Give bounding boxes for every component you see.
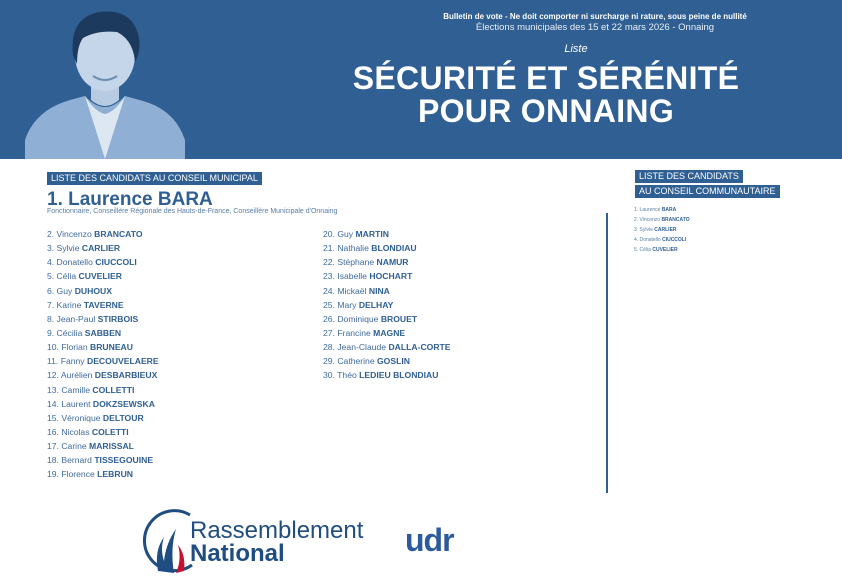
candidate-first-name: 7. Karine bbox=[47, 299, 82, 310]
candidate-row bbox=[47, 312, 159, 326]
candidate-last-name: TISSEGOUINE bbox=[94, 455, 154, 466]
candidate-row bbox=[323, 326, 451, 340]
candidate-row bbox=[47, 255, 159, 269]
ballot-notice: Bulletin de vote - Ne doit comporter ni surcharge ni rature, sous peine de nullité bbox=[443, 12, 747, 21]
communautaire-tag-line-2: AU CONSEIL COMMUNAUTAIRE bbox=[635, 185, 780, 198]
candidates-column-1 bbox=[47, 227, 159, 482]
candidate-row bbox=[323, 255, 451, 269]
candidate-first-name: 12. Aurélien bbox=[47, 370, 93, 381]
candidate-first-name: 30. Théo bbox=[323, 370, 357, 381]
header-banner bbox=[0, 0, 842, 159]
candidate-row bbox=[47, 241, 159, 255]
candidate-last-name: MARISSAL bbox=[89, 441, 134, 452]
candidate-last-name: LEBRUN bbox=[97, 469, 133, 480]
candidate-first-name: 6. Guy bbox=[47, 285, 73, 296]
candidate-row bbox=[47, 383, 159, 397]
candidate-row bbox=[323, 368, 451, 382]
candidate-row bbox=[634, 235, 690, 245]
candidate-first-name: 5. Célia bbox=[47, 271, 77, 282]
candidate-last-name: BARA bbox=[661, 207, 677, 213]
candidate-first-name: 2. Vincenzo bbox=[634, 217, 661, 223]
candidate-first-name: 14. Laurent bbox=[47, 398, 91, 409]
udr-logo: udr bbox=[405, 522, 454, 558]
candidate-last-name: BROUET bbox=[380, 313, 418, 324]
candidate-row bbox=[323, 312, 451, 326]
candidate-last-name: HOCHART bbox=[369, 271, 413, 282]
candidate-row bbox=[47, 227, 159, 241]
candidate-last-name: CARLIER bbox=[654, 227, 677, 233]
candidate-last-name: CARLIER bbox=[81, 243, 121, 254]
candidate-row bbox=[47, 411, 159, 425]
candidate-row bbox=[47, 340, 159, 354]
candidate-first-name: 15. Véronique bbox=[47, 412, 101, 423]
candidate-last-name: SABBEN bbox=[84, 327, 122, 338]
column-divider bbox=[606, 213, 608, 493]
candidate-first-name: 11. Fanny bbox=[47, 356, 85, 367]
candidate-last-name: BRANCATO bbox=[94, 229, 143, 239]
candidate-row bbox=[323, 354, 451, 368]
candidate-row bbox=[634, 215, 690, 225]
candidate-first-name: 4. Donatello bbox=[634, 237, 661, 243]
candidate-row bbox=[47, 453, 159, 467]
rn-logo-text bbox=[190, 519, 363, 565]
candidate-last-name: BRANCATO bbox=[661, 217, 690, 223]
list-title bbox=[340, 62, 752, 128]
communautaire-list bbox=[634, 205, 690, 255]
candidate-row bbox=[323, 241, 451, 255]
candidate-last-name: CIUCCOLI bbox=[662, 237, 687, 243]
candidate-last-name: GOSLIN bbox=[377, 356, 410, 367]
rn-flame-logo bbox=[140, 509, 196, 579]
candidate-first-name: 25. Mary bbox=[323, 299, 357, 310]
candidate-last-name: CUVELIER bbox=[652, 247, 678, 253]
candidate-row bbox=[47, 298, 159, 312]
candidate-last-name: BLONDIAU bbox=[371, 243, 417, 254]
candidate-row bbox=[47, 397, 159, 411]
candidate-row bbox=[47, 467, 159, 481]
candidate-row bbox=[47, 326, 159, 340]
candidate-first-name: 4. Donatello bbox=[47, 257, 93, 268]
head-candidate-name: 1. Laurence BARA bbox=[47, 189, 213, 210]
candidate-row bbox=[47, 439, 159, 453]
rn-line-1: Rassemblement bbox=[190, 517, 364, 544]
candidate-first-name: 5. Célia bbox=[634, 247, 651, 253]
candidate-first-name: 18. Bernard bbox=[47, 455, 92, 466]
candidate-last-name: CIUCCOLI bbox=[95, 257, 137, 268]
candidate-last-name: DALLA-CORTE bbox=[388, 342, 451, 353]
candidate-row bbox=[47, 368, 159, 382]
candidate-last-name: STIRBOIS bbox=[97, 313, 139, 324]
candidate-row bbox=[323, 269, 451, 283]
candidate-first-name: 16. Nicolas bbox=[47, 426, 90, 437]
candidate-first-name: 8. Jean-Paul bbox=[47, 313, 96, 324]
candidate-first-name: 13. Camille bbox=[47, 384, 90, 395]
candidate-first-name: 23. Isabelle bbox=[323, 271, 367, 282]
candidate-last-name: BRUNEAU bbox=[90, 342, 133, 353]
candidate-first-name: 2. Vincenzo bbox=[47, 229, 92, 239]
candidate-last-name: NINA bbox=[368, 285, 390, 296]
candidate-row bbox=[323, 298, 451, 312]
candidate-last-name: DELHAY bbox=[358, 299, 394, 310]
candidate-last-name: MAGNE bbox=[373, 327, 406, 338]
candidate-last-name: DELTOUR bbox=[102, 412, 144, 423]
candidate-last-name: LEDIEU BLONDIAU bbox=[359, 370, 439, 381]
candidate-first-name: 19. Florence bbox=[47, 469, 95, 480]
candidate-last-name: CUVELIER bbox=[78, 271, 122, 282]
municipal-list-tag: LISTE DES CANDIDATS AU CONSEIL MUNICIPAL bbox=[47, 172, 262, 185]
candidate-row bbox=[634, 245, 690, 255]
candidate-last-name: MARTIN bbox=[355, 229, 389, 239]
candidate-last-name: DECOUVELAERE bbox=[86, 356, 159, 367]
candidate-row bbox=[323, 227, 451, 241]
title-line-1: SÉCURITÉ ET SÉRÉNITÉ bbox=[352, 60, 740, 96]
candidate-first-name: 3. Sylvie bbox=[47, 243, 80, 254]
candidate-last-name: TAVERNE bbox=[83, 299, 124, 310]
candidate-first-name: 26. Dominique bbox=[323, 313, 379, 324]
candidate-last-name: DOKZSEWSKA bbox=[92, 398, 155, 409]
candidate-portrait bbox=[25, 0, 185, 159]
candidate-last-name: COLLETTI bbox=[92, 384, 135, 395]
candidate-row bbox=[47, 269, 159, 283]
election-dates: Élections municipales des 15 et 22 mars 2026 - Onnaing bbox=[475, 22, 715, 33]
candidate-last-name: NAMUR bbox=[376, 257, 409, 268]
liste-label: Liste bbox=[564, 43, 588, 55]
title-line-2: POUR ONNAING bbox=[417, 93, 675, 129]
candidate-last-name: DESBARBIEUX bbox=[94, 370, 158, 381]
candidate-first-name: 21. Nathalie bbox=[323, 243, 369, 254]
candidate-row bbox=[47, 354, 159, 368]
candidate-first-name: 3. Sylvie bbox=[634, 227, 653, 233]
candidate-last-name: COLETTI bbox=[91, 426, 129, 437]
candidate-first-name: 20. Guy bbox=[323, 229, 354, 239]
head-candidate-role: Fonctionnaire, Conseillère Régionale des Hauts-de-France, Conseillère Municipale d'Onnaing bbox=[47, 208, 338, 215]
candidate-row bbox=[47, 425, 159, 439]
communautaire-tag-line-1: LISTE DES CANDIDATS bbox=[635, 170, 743, 183]
candidate-row bbox=[634, 205, 690, 215]
candidate-first-name: 22. Stéphane bbox=[323, 257, 375, 268]
rn-line-2: National bbox=[190, 540, 285, 567]
candidate-first-name: 27. Francine bbox=[323, 327, 371, 338]
candidate-first-name: 28. Jean-Claude bbox=[323, 342, 387, 353]
candidate-first-name: 9. Cécilia bbox=[47, 327, 83, 338]
candidate-row bbox=[323, 284, 451, 298]
candidate-last-name: DUHOUX bbox=[74, 285, 112, 296]
candidate-row bbox=[323, 340, 451, 354]
candidate-first-name: 17. Carine bbox=[47, 441, 87, 452]
candidate-row bbox=[47, 284, 159, 298]
candidate-row bbox=[634, 225, 690, 235]
candidate-first-name: 24. Mickaël bbox=[323, 285, 367, 296]
candidates-column-2 bbox=[323, 227, 451, 383]
candidate-first-name: 1. Laurence bbox=[634, 207, 661, 213]
candidate-first-name: 29. Catherine bbox=[323, 356, 375, 367]
candidate-first-name: 10. Florian bbox=[47, 342, 88, 353]
